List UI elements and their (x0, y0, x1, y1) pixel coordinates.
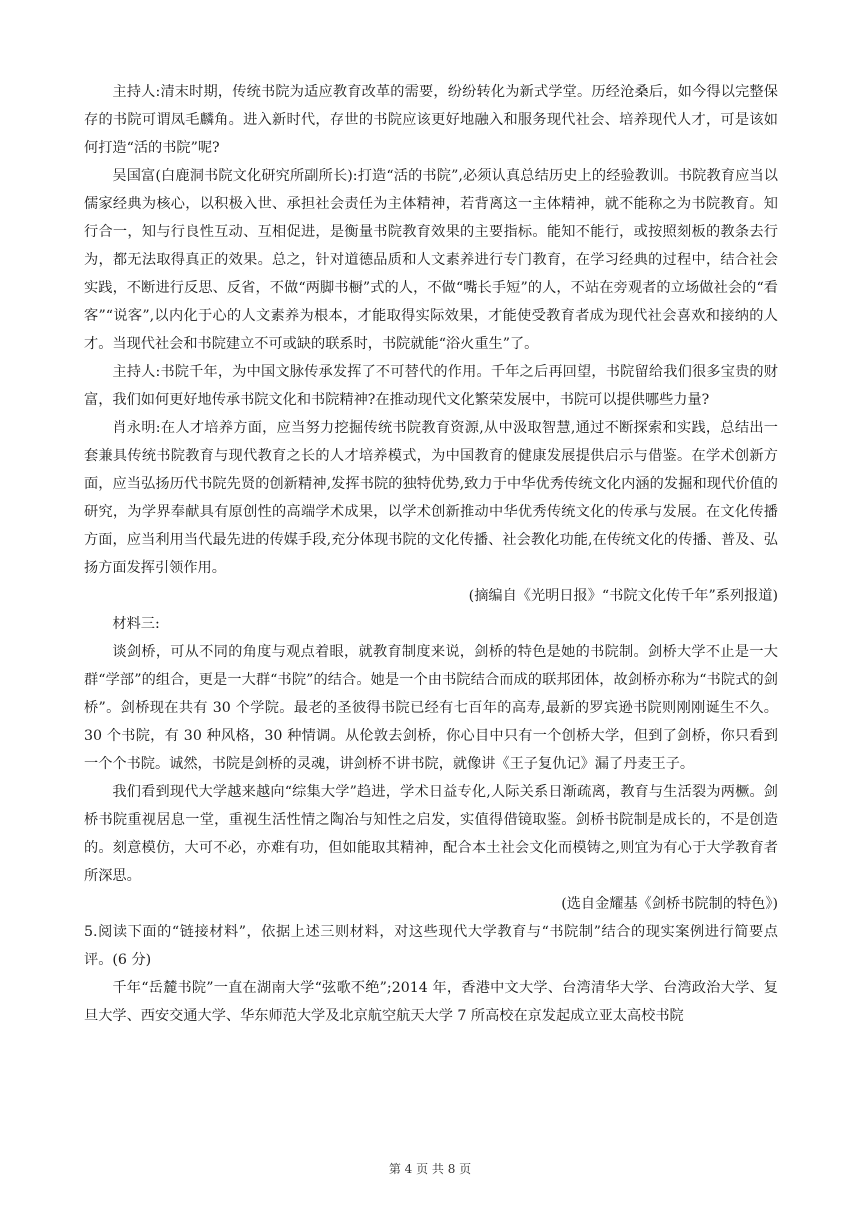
material-3-label: 材料三: (112, 616, 160, 632)
paragraph-host-question-2: 主持人:书院千年，为中国文脉传承发挥了不可替代的作用。千年之后再回望，书院留给我们很多宝贵的财富，我们如何更好地传承书院文化和书院精神?在推动现代文化繁荣发展中，书院可以提供哪些力量? (84, 364, 778, 408)
page-footer: 第 4 页 共 8 页 (388, 1162, 472, 1176)
source-citation-2: (选自金耀基《剑桥书院制的特色》) (561, 896, 778, 912)
paragraph-xiao-yongming: 肖永明:在人才培养方面，应当努力挖掘传统书院教育资源,从中汲取智慧,通过不断探索和实践，总结出一套兼具传统书院教育与现代教育之长的人才培养模式，为中国教育的健康发展提供启示与借鉴。在学术创新方面，应当弘扬历代书院先贤的创新精神,发挥书院的独特优势,致力于中华优秀传统文化内涵的发掘和现代价值的研究，为学界奉献具有原创性的高端学术成果，以学术创新推动中华优秀传统文化的传承与发展。在文化传播方面，应当利用当代最先进的传媒手段,充分体现书院的文化传播、社会教化功能,在传统文化的传播、普及、弘扬方面发挥引领作用。 (84, 420, 778, 576)
paragraph-wu-guofu: 吴国富(白鹿洞书院文化研究所副所长):打造“活的书院”,必须认真总结历史上的经验教训。书院教育应当以儒家经典为核心，以积极入世、承担社会责任为主体精神，若背离这一主体精神，就不能称之为书院教育。知行合一，知与行良性互动、互相促进，是衡量书院教育效果的主要指标。能知不能行，或按照刻板的教条去行为，都无法取得真正的效果。总之，针对道德品质和人文素养进行专门教育，在学习经典的过程中，结合社会实践，不断进行反思、反省，不做“两脚书橱”式的人，不做“嘴长手短”的人，不站在旁观者的立场做社会的“看客”“说客”,以内化于心的人文素养为根本，才能取得实际效果，才能使受教育者成为现代社会喜欢和接纳的人才。当现代社会和书院建立不可或缺的联系时，书院就能“浴火重生”了。 (84, 168, 778, 352)
paragraph-cambridge-2: 我们看到现代大学越来越向“综集大学”趋进，学术日益专化,人际关系日渐疏离，教育与生活裂为两橛。剑桥书院重视居息一堂，重视生活性情之陶冶与知性之启发，实值得借镜取鉴。剑桥书院制是成长的，不是创造的。刻意模仿，大可不必，亦难有功，但如能取其精神，配合本土社会文化而模铸之,则宜为有心于大学教育者所深思。 (84, 784, 778, 884)
paragraph-host-question-1: 主持人:清末时期，传统书院为适应教育改革的需要，纷纷转化为新式学堂。历经沧桑后，如今得以完整保存的书院可谓凤毛麟角。进入新时代，存世的书院应该更好地融入和服务现代社会、培养现代人才，可是该如何打造“活的书院”呢? (84, 84, 778, 156)
paragraph-cambridge-1: 谈剑桥，可从不同的角度与观点着眼，就教育制度来说，剑桥的特色是她的书院制。剑桥大学不止是一大群“学部”的组合，更是一大群“书院”的结合。她是一个由书院结合而成的联邦团体，故剑桥亦称为“书院式的剑桥”。剑桥现在共有 30 个学院。最老的圣彼得书院已经有七百年的高寿,最新的罗宾逊书院则刚刚诞生不久。30 个书院，有 30 种风格，30 种情调。从伦敦去剑桥，你心目中只有一个创桥大学，但到了剑桥，你只看到一个个书院。诚然，书院是剑桥的灵魂，讲剑桥不讲书院，就像讲《王子复仇记》漏了丹麦王子。 (84, 644, 778, 772)
source-citation-1: (摘编自《光明日报》“书院文化传千年”系列报道) (468, 588, 778, 604)
link-material-paragraph: 千年“岳麓书院”一直在湖南大学“弦歌不绝”;2014 年，香港中文大学、台湾清华大学、台湾政治大学、复旦大学、西安交通大学、华东师范大学及北京航空航天大学 7 所高校在京发起成立亚太高校书院 (84, 980, 778, 1024)
question-5: 5.阅读下面的“链接材料”，依据上述三则材料，对这些现代大学教育与“书院制”结合的现实案例进行简要点评。(6 分) (84, 924, 778, 968)
